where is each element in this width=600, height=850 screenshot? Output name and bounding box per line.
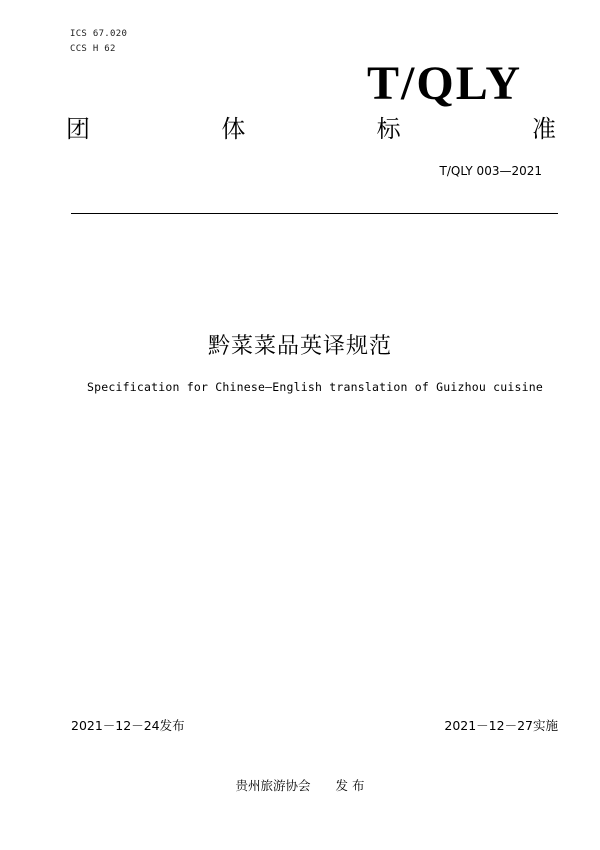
standard-type-char: 体	[221, 115, 246, 143]
issue-date: 2021－12－24发布	[71, 718, 185, 733]
standard-type-char: 团	[66, 115, 90, 143]
header-divider	[71, 213, 558, 214]
document-number: T/QLY 003—2021	[439, 164, 542, 178]
publisher: 贵州旅游协会 发 布	[235, 778, 365, 793]
standard-type-char: 准	[531, 115, 556, 143]
standard-type	[66, 117, 556, 141]
document-title-english: Specification for Chinese—English translation of Guizhou cuisine	[87, 380, 543, 394]
standard-code: T/QLY	[367, 57, 522, 110]
ics-code: ICS 67.020	[70, 29, 128, 39]
standard-type-char: 标	[376, 115, 401, 143]
implementation-date: 2021－12－27实施	[444, 718, 558, 733]
ccs-code: CCS H 62	[70, 44, 116, 54]
document-title-chinese: 黔菜菜品英译规范	[207, 334, 392, 359]
